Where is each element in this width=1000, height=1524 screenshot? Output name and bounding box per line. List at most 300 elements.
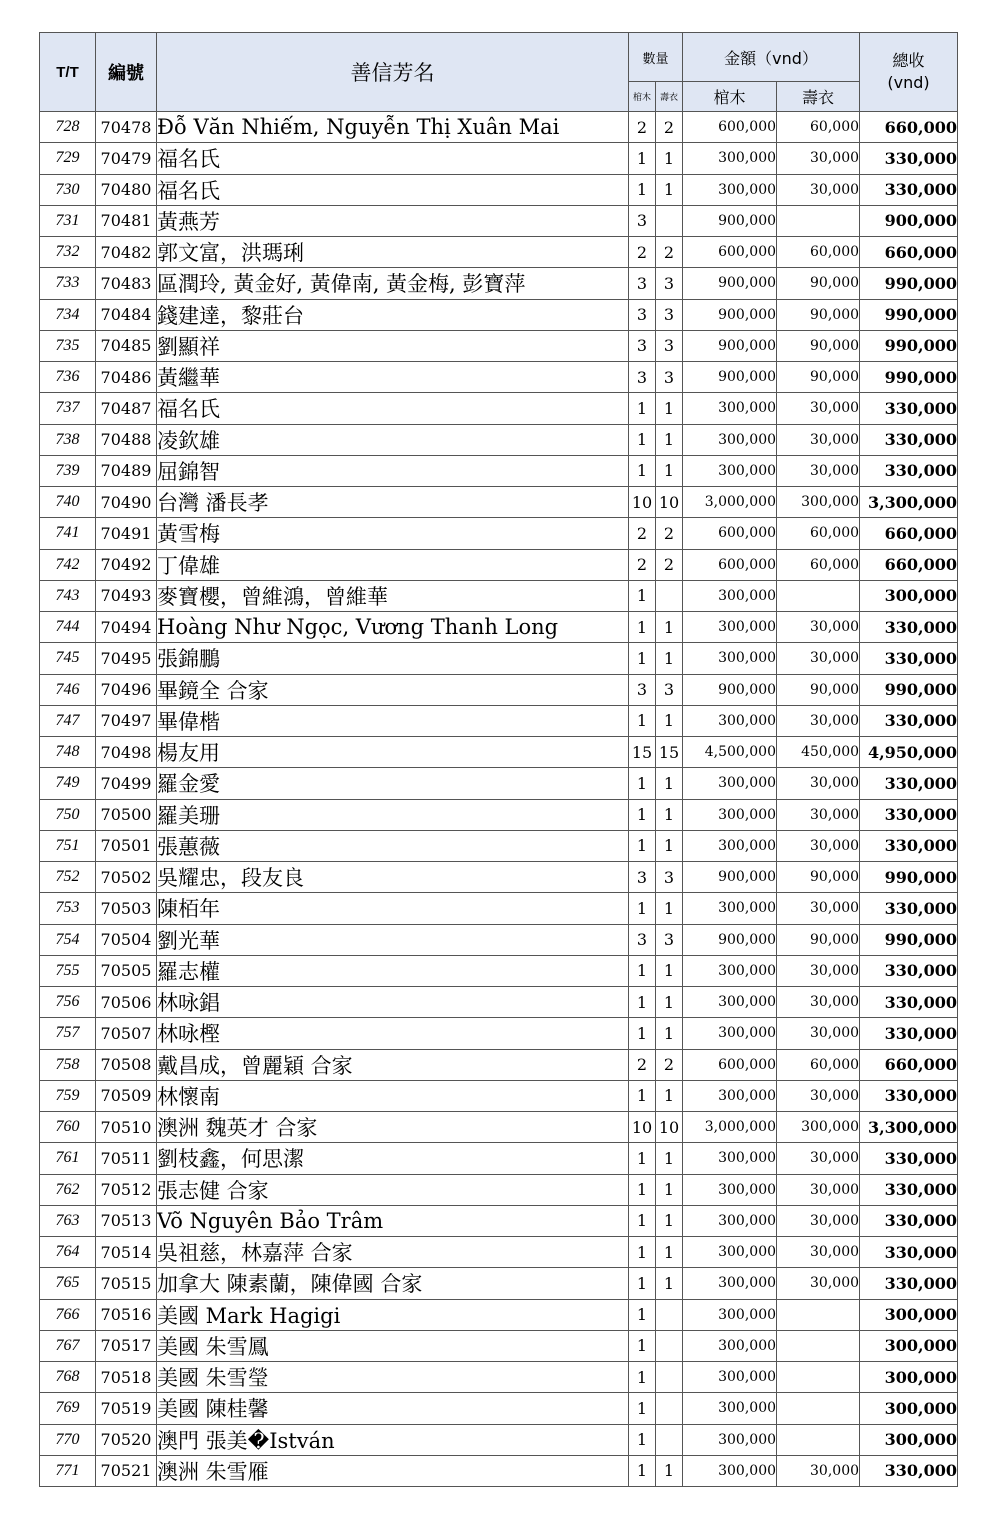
row-index: 729 (40, 143, 96, 174)
row-code: 70514 (96, 1237, 157, 1268)
qty-shroud: 1 (656, 1237, 683, 1268)
row-code: 70502 (96, 862, 157, 893)
amount-coffin: 300,000 (683, 1362, 777, 1393)
amount-coffin: 900,000 (683, 862, 777, 893)
row-code: 70492 (96, 549, 157, 580)
row-index: 761 (40, 1143, 96, 1174)
donor-name: 林咏錩 (157, 987, 629, 1018)
qty-coffin: 1 (629, 455, 656, 486)
donor-name: 林咏樫 (157, 1018, 629, 1049)
row-total: 3,300,000 (860, 1112, 958, 1143)
row-code: 70494 (96, 612, 157, 643)
table-row (40, 1143, 958, 1174)
row-index: 728 (40, 112, 96, 143)
donor-name: 美國 朱雪瑩 (157, 1362, 629, 1393)
table-row (40, 987, 958, 1018)
row-index: 769 (40, 1393, 96, 1424)
row-total: 300,000 (860, 1330, 958, 1361)
header-code: 編號 (96, 33, 157, 112)
row-total: 990,000 (860, 362, 958, 393)
row-index: 730 (40, 174, 96, 205)
row-index: 759 (40, 1080, 96, 1111)
qty-shroud (656, 1362, 683, 1393)
donor-name: 劉枝鑫，何思潔 (157, 1143, 629, 1174)
qty-shroud: 1 (656, 705, 683, 736)
qty-coffin: 3 (629, 924, 656, 955)
row-total: 300,000 (860, 1393, 958, 1424)
amount-coffin: 300,000 (683, 1299, 777, 1330)
donor-name: Võ Nguyên Bảo Trâm (157, 1205, 629, 1236)
qty-coffin: 1 (629, 612, 656, 643)
amount-coffin: 600,000 (683, 112, 777, 143)
donor-name: 楊友用 (157, 737, 629, 768)
amount-coffin: 3,000,000 (683, 487, 777, 518)
qty-coffin: 1 (629, 893, 656, 924)
qty-coffin: 1 (629, 955, 656, 986)
qty-shroud: 3 (656, 362, 683, 393)
donor-name: Hoàng Như Ngọc, Vương Thanh Long (157, 612, 629, 643)
row-total: 300,000 (860, 1299, 958, 1330)
amount-shroud: 30,000 (777, 174, 860, 205)
row-code: 70483 (96, 268, 157, 299)
qty-shroud: 10 (656, 487, 683, 518)
table-row (40, 112, 958, 143)
qty-coffin: 1 (629, 1299, 656, 1330)
amount-shroud: 30,000 (777, 643, 860, 674)
row-code: 70486 (96, 362, 157, 393)
table-row (40, 518, 958, 549)
row-index: 766 (40, 1299, 96, 1330)
header-tt: T/T (40, 33, 96, 112)
amount-shroud: 30,000 (777, 799, 860, 830)
amount-shroud: 60,000 (777, 237, 860, 268)
row-total: 300,000 (860, 580, 958, 611)
table-row (40, 580, 958, 611)
qty-shroud (656, 1393, 683, 1424)
donor-name: 福名氏 (157, 174, 629, 205)
row-index: 771 (40, 1455, 96, 1486)
amount-coffin: 300,000 (683, 1080, 777, 1111)
amount-coffin: 300,000 (683, 1174, 777, 1205)
row-code: 70505 (96, 955, 157, 986)
amount-shroud: 30,000 (777, 955, 860, 986)
amount-shroud: 90,000 (777, 362, 860, 393)
qty-shroud: 1 (656, 143, 683, 174)
row-code: 70501 (96, 830, 157, 861)
qty-shroud: 1 (656, 612, 683, 643)
table-row (40, 330, 958, 361)
row-index: 746 (40, 674, 96, 705)
donor-name: 張蕙薇 (157, 830, 629, 861)
qty-coffin: 1 (629, 1237, 656, 1268)
table-row (40, 1299, 958, 1330)
amount-coffin: 300,000 (683, 643, 777, 674)
qty-shroud: 1 (656, 424, 683, 455)
row-index: 749 (40, 768, 96, 799)
donor-name: 麥寶櫻，曾維鴻，曾維華 (157, 580, 629, 611)
donor-name: 張志健 合家 (157, 1174, 629, 1205)
row-total: 330,000 (860, 830, 958, 861)
amount-shroud: 300,000 (777, 1112, 860, 1143)
row-code: 70489 (96, 455, 157, 486)
table-row (40, 1080, 958, 1111)
donation-table (39, 32, 958, 1487)
amount-coffin: 300,000 (683, 1268, 777, 1299)
row-total: 330,000 (860, 768, 958, 799)
row-index: 768 (40, 1362, 96, 1393)
qty-shroud: 15 (656, 737, 683, 768)
donor-name: 澳洲 朱雪雁 (157, 1455, 629, 1486)
row-code: 70485 (96, 330, 157, 361)
donor-name: 凌欽雄 (157, 424, 629, 455)
donor-name: 美國 朱雪鳳 (157, 1330, 629, 1361)
donor-name: 加拿大 陳素蘭，陳偉國 合家 (157, 1268, 629, 1299)
row-index: 747 (40, 705, 96, 736)
table-row (40, 924, 958, 955)
qty-coffin: 1 (629, 987, 656, 1018)
amount-shroud (777, 205, 860, 236)
table-row (40, 1049, 958, 1080)
row-code: 70488 (96, 424, 157, 455)
donor-name: 美國 Mark Hagigi (157, 1299, 629, 1330)
donor-name: 美國 陳桂馨 (157, 1393, 629, 1424)
qty-coffin: 1 (629, 1174, 656, 1205)
qty-coffin: 2 (629, 549, 656, 580)
amount-shroud: 30,000 (777, 612, 860, 643)
qty-coffin: 1 (629, 1205, 656, 1236)
row-index: 750 (40, 799, 96, 830)
amount-shroud (777, 1424, 860, 1455)
row-index: 748 (40, 737, 96, 768)
amount-shroud: 30,000 (777, 768, 860, 799)
amount-shroud: 60,000 (777, 549, 860, 580)
qty-coffin: 2 (629, 1049, 656, 1080)
table-row (40, 830, 958, 861)
row-index: 744 (40, 612, 96, 643)
row-total: 330,000 (860, 1080, 958, 1111)
donor-name: 澳洲 魏英才 合家 (157, 1112, 629, 1143)
row-index: 757 (40, 1018, 96, 1049)
qty-coffin: 1 (629, 174, 656, 205)
qty-shroud: 1 (656, 768, 683, 799)
amount-coffin: 300,000 (683, 1018, 777, 1049)
qty-coffin: 1 (629, 830, 656, 861)
amount-shroud: 30,000 (777, 1205, 860, 1236)
qty-coffin: 1 (629, 143, 656, 174)
row-code: 70484 (96, 299, 157, 330)
qty-coffin: 1 (629, 768, 656, 799)
table-row (40, 893, 958, 924)
row-total: 4,950,000 (860, 737, 958, 768)
row-index: 733 (40, 268, 96, 299)
row-code: 70521 (96, 1455, 157, 1486)
row-total: 330,000 (860, 1174, 958, 1205)
table-row (40, 174, 958, 205)
table-row (40, 268, 958, 299)
row-code: 70487 (96, 393, 157, 424)
row-total: 330,000 (860, 174, 958, 205)
qty-coffin: 1 (629, 1143, 656, 1174)
header-total-line2: (vnd) (887, 73, 930, 92)
qty-shroud (656, 1330, 683, 1361)
donor-name: 羅金愛 (157, 768, 629, 799)
amount-shroud: 30,000 (777, 1143, 860, 1174)
amount-coffin: 300,000 (683, 1330, 777, 1361)
amount-shroud: 90,000 (777, 299, 860, 330)
qty-coffin: 2 (629, 237, 656, 268)
qty-shroud: 10 (656, 1112, 683, 1143)
row-code: 70498 (96, 737, 157, 768)
row-total: 3,300,000 (860, 487, 958, 518)
amount-shroud: 30,000 (777, 1268, 860, 1299)
amount-coffin: 300,000 (683, 955, 777, 986)
qty-shroud: 3 (656, 330, 683, 361)
amount-coffin: 300,000 (683, 580, 777, 611)
qty-coffin: 1 (629, 1268, 656, 1299)
row-index: 762 (40, 1174, 96, 1205)
row-code: 70503 (96, 893, 157, 924)
header-total (860, 33, 958, 112)
row-total: 660,000 (860, 518, 958, 549)
row-total: 990,000 (860, 924, 958, 955)
qty-coffin: 1 (629, 1362, 656, 1393)
qty-coffin: 3 (629, 674, 656, 705)
table-row (40, 1268, 958, 1299)
row-code: 70520 (96, 1424, 157, 1455)
row-index: 764 (40, 1237, 96, 1268)
row-code: 70507 (96, 1018, 157, 1049)
row-index: 763 (40, 1205, 96, 1236)
row-index: 734 (40, 299, 96, 330)
table-row (40, 674, 958, 705)
row-total: 990,000 (860, 268, 958, 299)
amount-coffin: 900,000 (683, 362, 777, 393)
donor-name: 福名氏 (157, 143, 629, 174)
amount-shroud: 30,000 (777, 143, 860, 174)
donor-name: 羅志權 (157, 955, 629, 986)
row-index: 756 (40, 987, 96, 1018)
table-row (40, 1330, 958, 1361)
amount-coffin: 900,000 (683, 674, 777, 705)
qty-shroud: 3 (656, 924, 683, 955)
qty-shroud: 1 (656, 1205, 683, 1236)
amount-coffin: 300,000 (683, 1424, 777, 1455)
qty-coffin: 2 (629, 518, 656, 549)
qty-coffin: 1 (629, 705, 656, 736)
row-code: 70519 (96, 1393, 157, 1424)
header-amt-shroud: 壽衣 (777, 82, 860, 112)
row-total: 300,000 (860, 1424, 958, 1455)
row-total: 990,000 (860, 674, 958, 705)
table-row (40, 1362, 958, 1393)
qty-coffin: 1 (629, 799, 656, 830)
qty-shroud: 2 (656, 112, 683, 143)
amount-coffin: 300,000 (683, 799, 777, 830)
row-index: 740 (40, 487, 96, 518)
qty-coffin: 3 (629, 362, 656, 393)
table-row (40, 362, 958, 393)
row-code: 70511 (96, 1143, 157, 1174)
qty-shroud (656, 1299, 683, 1330)
qty-coffin: 1 (629, 1018, 656, 1049)
amount-coffin: 300,000 (683, 1205, 777, 1236)
qty-shroud: 1 (656, 455, 683, 486)
amount-shroud: 30,000 (777, 424, 860, 455)
donor-name: 福名氏 (157, 393, 629, 424)
row-index: 767 (40, 1330, 96, 1361)
row-total: 330,000 (860, 393, 958, 424)
donor-name: 畢偉楷 (157, 705, 629, 736)
donor-name: 羅美珊 (157, 799, 629, 830)
amount-coffin: 300,000 (683, 393, 777, 424)
amount-shroud: 30,000 (777, 705, 860, 736)
table-row (40, 549, 958, 580)
qty-shroud: 1 (656, 799, 683, 830)
row-code: 70493 (96, 580, 157, 611)
row-index: 741 (40, 518, 96, 549)
table-row (40, 487, 958, 518)
amount-coffin: 300,000 (683, 1143, 777, 1174)
row-index: 742 (40, 549, 96, 580)
amount-shroud (777, 1330, 860, 1361)
row-index: 736 (40, 362, 96, 393)
amount-shroud: 90,000 (777, 330, 860, 361)
amount-shroud (777, 580, 860, 611)
row-code: 70510 (96, 1112, 157, 1143)
row-code: 70512 (96, 1174, 157, 1205)
donor-name: 劉顯祥 (157, 330, 629, 361)
amount-coffin: 900,000 (683, 299, 777, 330)
header-name: 善信芳名 (157, 33, 629, 112)
amount-coffin: 300,000 (683, 1393, 777, 1424)
table-row (40, 1112, 958, 1143)
qty-shroud: 1 (656, 1080, 683, 1111)
qty-coffin: 1 (629, 1424, 656, 1455)
row-total: 330,000 (860, 987, 958, 1018)
qty-shroud: 2 (656, 518, 683, 549)
row-total: 330,000 (860, 893, 958, 924)
table-row (40, 955, 958, 986)
table-row (40, 1237, 958, 1268)
donor-name: 張錦鵬 (157, 643, 629, 674)
qty-shroud: 1 (656, 1455, 683, 1486)
qty-coffin: 10 (629, 1112, 656, 1143)
row-total: 330,000 (860, 955, 958, 986)
row-index: 755 (40, 955, 96, 986)
qty-shroud: 1 (656, 893, 683, 924)
row-index: 754 (40, 924, 96, 955)
donor-name: 澳門 張美�István (157, 1424, 629, 1455)
amount-coffin: 300,000 (683, 424, 777, 455)
row-index: 752 (40, 862, 96, 893)
qty-shroud: 1 (656, 1268, 683, 1299)
amount-coffin: 900,000 (683, 330, 777, 361)
table-row (40, 799, 958, 830)
amount-shroud: 30,000 (777, 455, 860, 486)
donor-name: 丁偉雄 (157, 549, 629, 580)
amount-shroud: 450,000 (777, 737, 860, 768)
amount-coffin: 600,000 (683, 518, 777, 549)
amount-shroud: 30,000 (777, 1174, 860, 1205)
row-index: 738 (40, 424, 96, 455)
row-code: 70509 (96, 1080, 157, 1111)
table-row (40, 1424, 958, 1455)
qty-coffin: 3 (629, 330, 656, 361)
qty-coffin: 1 (629, 1330, 656, 1361)
row-index: 732 (40, 237, 96, 268)
amount-shroud: 30,000 (777, 1455, 860, 1486)
table-row (40, 205, 958, 236)
qty-shroud: 1 (656, 1143, 683, 1174)
row-index: 739 (40, 455, 96, 486)
donor-name: 黃繼華 (157, 362, 629, 393)
row-code: 70517 (96, 1330, 157, 1361)
donor-name: 台灣 潘長孝 (157, 487, 629, 518)
amount-coffin: 300,000 (683, 612, 777, 643)
row-code: 70499 (96, 768, 157, 799)
donor-name: 錢建達，黎莊台 (157, 299, 629, 330)
row-index: 751 (40, 830, 96, 861)
amount-shroud: 90,000 (777, 268, 860, 299)
table-row (40, 143, 958, 174)
amount-coffin: 3,000,000 (683, 1112, 777, 1143)
row-code: 70500 (96, 799, 157, 830)
amount-shroud: 90,000 (777, 674, 860, 705)
header-total-line1: 總收 (892, 51, 925, 70)
qty-coffin: 3 (629, 268, 656, 299)
amount-coffin: 300,000 (683, 455, 777, 486)
row-code: 70504 (96, 924, 157, 955)
row-index: 745 (40, 643, 96, 674)
row-index: 770 (40, 1424, 96, 1455)
table-row (40, 455, 958, 486)
amount-coffin: 300,000 (683, 1455, 777, 1486)
amount-coffin: 300,000 (683, 768, 777, 799)
amount-coffin: 600,000 (683, 549, 777, 580)
row-total: 660,000 (860, 1049, 958, 1080)
row-index: 758 (40, 1049, 96, 1080)
donor-name: 屈錦智 (157, 455, 629, 486)
qty-coffin: 1 (629, 424, 656, 455)
qty-coffin: 10 (629, 487, 656, 518)
qty-coffin: 2 (629, 112, 656, 143)
row-total: 330,000 (860, 643, 958, 674)
row-total: 330,000 (860, 612, 958, 643)
qty-shroud: 1 (656, 643, 683, 674)
row-total: 300,000 (860, 1362, 958, 1393)
amount-coffin: 900,000 (683, 924, 777, 955)
amount-coffin: 600,000 (683, 237, 777, 268)
amount-shroud: 30,000 (777, 1237, 860, 1268)
row-index: 737 (40, 393, 96, 424)
qty-coffin: 1 (629, 393, 656, 424)
qty-shroud: 1 (656, 830, 683, 861)
row-code: 70478 (96, 112, 157, 143)
table-row (40, 1205, 958, 1236)
donor-name: 黃燕芳 (157, 205, 629, 236)
row-total: 330,000 (860, 143, 958, 174)
row-index: 731 (40, 205, 96, 236)
amount-shroud: 30,000 (777, 1018, 860, 1049)
amount-shroud: 60,000 (777, 112, 860, 143)
row-total: 330,000 (860, 1237, 958, 1268)
qty-coffin: 15 (629, 737, 656, 768)
qty-shroud: 1 (656, 1174, 683, 1205)
qty-shroud: 2 (656, 549, 683, 580)
amount-coffin: 300,000 (683, 987, 777, 1018)
amount-coffin: 300,000 (683, 174, 777, 205)
row-total: 330,000 (860, 424, 958, 455)
